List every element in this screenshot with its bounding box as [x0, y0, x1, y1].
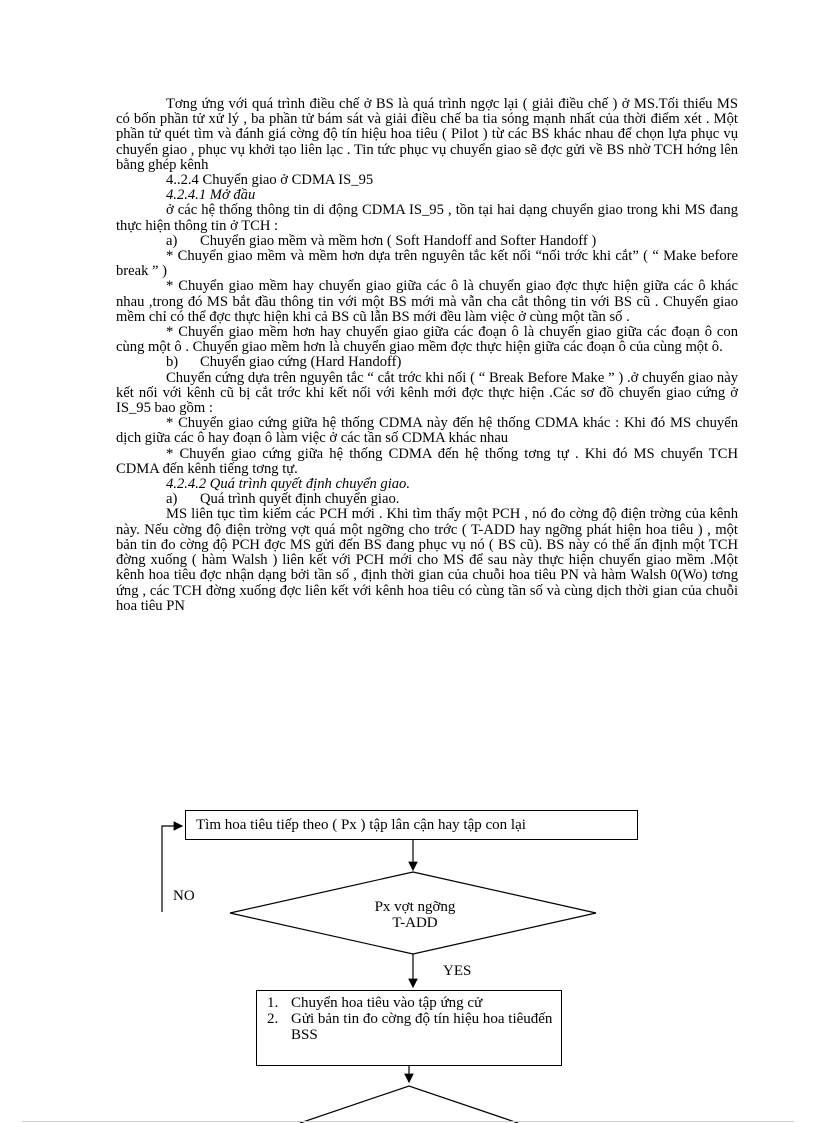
paragraph-intro: Tơng ứng với quá trình điều chế ở BS là quá trình ngợc lại ( giải điều chế ) ở MS.Tối thiểu MS có bốn phần tử xử lý , ba phần tử bám sát và giải điều chế ba tia sóng mạnh nhất của thời điểm xét . Một phần tử quét tìm và đánh giá cờng độ tín hiệu hoa tiêu ( Pilot ) từ các BS khác nhau để chọn lựa phục vụ chuyển giao , phục vụ khởi tạo liên lạc . Tin tức phục vụ chuyển giao sẽ đợc gửi về BS nhờ TCH hớng lên bằng ghép kênh — [116, 96, 738, 173]
steps-box — [256, 990, 562, 1066]
paragraph-two-types: ở các hệ thống thông tin di động CDMA IS_95 , tồn tại hai dạng chuyển giao trong khi MS đang thực hiện thông tin ở TCH : — [116, 202, 738, 234]
yes-label: YES — [443, 963, 472, 979]
list-label: b) — [166, 354, 179, 371]
no-label: NO — [173, 888, 195, 904]
list-item-b — [116, 355, 738, 370]
step-item — [267, 1011, 555, 1043]
step-text: Gửi bản tin đo cờng độ tín hiệu hoa tiêuđến BSS — [291, 1011, 553, 1043]
list-text: Chuyển giao mềm và mềm hơn ( Soft Handoff and Softer Handoff ) — [200, 232, 597, 249]
step-text: Chuyển hoa tiêu vào tập ứng cử — [291, 995, 483, 1011]
list-item-a — [116, 234, 738, 249]
heading-4-2-4: 4..2.4 Chuyển giao ở CDMA IS_95 — [166, 172, 374, 189]
search-pilot-box: Tìm hoa tiêu tiếp theo ( Px ) tập lân cận hay tập con lại — [185, 810, 638, 840]
decision-diamond — [230, 872, 596, 954]
step-number: 1. — [267, 995, 279, 1011]
next-diamond-partial — [300, 1086, 518, 1123]
heading-4-2-4-1: 4.2.4.1 Mở đầu — [166, 187, 256, 204]
step-number: 2. — [267, 1011, 279, 1027]
list-item-a-decision — [116, 492, 738, 507]
paragraph-hard-principle: Chuyển cứng dựa trên nguyên tắc “ cắt trớc khi nối ( “ Break Before Make ” ) .ở chuyển giao này kết nối với kênh cũ bị cắt trớc khi kết nối với kênh mới đợc thực hiện .Các sơ đồ chuyển giao cứng ở IS_95 bao gồm : — [116, 369, 738, 417]
list-text: Quá trình quyết định chuyển giao. — [200, 491, 400, 508]
diamond-line-2: T-ADD — [392, 915, 438, 931]
body-text — [116, 97, 738, 614]
diamond-text — [330, 899, 500, 931]
paragraph-softer-handoff: * Chuyển giao mềm hơn hay chuyển giao giữa các đoạn ô là chuyển giao giữa các đoạn ô con cùng một ô . Chuyển giao mềm hơn là chuyển giao mềm đợc thực hiện giữa các đoạn ô của cùng một ô. — [116, 324, 738, 356]
paragraph-soft-handoff: * Chuyển giao mềm hay chuyển giao giữa các ô là chuyển giao đợc thực hiện giữa các ô khác nhau ,trong đó MS bắt đầu thông tin với một BS mới mà vẫn cha cắt thông tin với BS cũ . Chuyển giao mềm chỉ có thể đợc thực hiện khi cả BS cũ lẫn BS mới đều làm việc ở cùng một tần số . — [116, 278, 738, 325]
loop-back-line — [162, 826, 182, 912]
list-text: Chuyển giao cứng (Hard Handoff) — [200, 354, 402, 371]
paragraph-soft-principle: * Chuyển giao mềm và mềm hơn dựa trên nguyên tắc kết nối “nối trớc khi cắt” ( “ Make before break ” ) — [116, 248, 738, 280]
paragraph-hard-cdma-analog: * Chuyển giao cứng giữa hệ thống CDMA đến hệ thống tơng tự . Khi đó MS chuyển TCH CDMA đến kênh tiếng tơng tự. — [116, 445, 738, 477]
step-item — [267, 995, 555, 1011]
steps-list — [267, 995, 555, 1043]
diamond-line-1: Px vợt ngỡng — [374, 899, 456, 915]
paragraph-pch-search: MS liên tục tìm kiếm các PCH mới . Khi tìm thấy một PCH , nó đo cờng độ điện trờng của kênh này. Nếu cờng độ điện trờng vợt quá một ngỡng cho trớc ( T-ADD hay ngỡng phát hiện hoa tiêu ) , một bản tin đo cờng độ PCH đợc MS gửi đến BS đang phục vụ nó ( BS cũ). BS này có thể ấn định một TCH đờng xuống ( hàm Walsh ) liên kết với PCH mới cho MS để sau này thực hiện chuyển giao mềm .Một kênh hoa tiêu đợc nhận dạng bởi tần số , định thời gian của chuỗi hoa tiêu PN và hàm Walsh 0(Wo) tơng ứng , các TCH đờng xuống đợc liên kết với kênh hoa tiêu có cùng tần số và cùng dịch thời gian của chuỗi hoa tiêu PN — [116, 506, 738, 614]
page-bottom-rule — [22, 1121, 794, 1122]
list-label: a) — [166, 491, 178, 508]
list-label: a) — [166, 232, 178, 249]
paragraph-hard-cdma-cdma: * Chuyển giao cứng giữa hệ thống CDMA này đến hệ thống CDMA khác : Khi đó MS chuyển dịch giữa các ô hay đoạn ô làm việc ở các tần số CDMA khác nhau — [116, 415, 738, 447]
heading-4-2-4-2: 4.2.4.2 Quá trình quyết định chuyển giao. — [166, 476, 411, 493]
